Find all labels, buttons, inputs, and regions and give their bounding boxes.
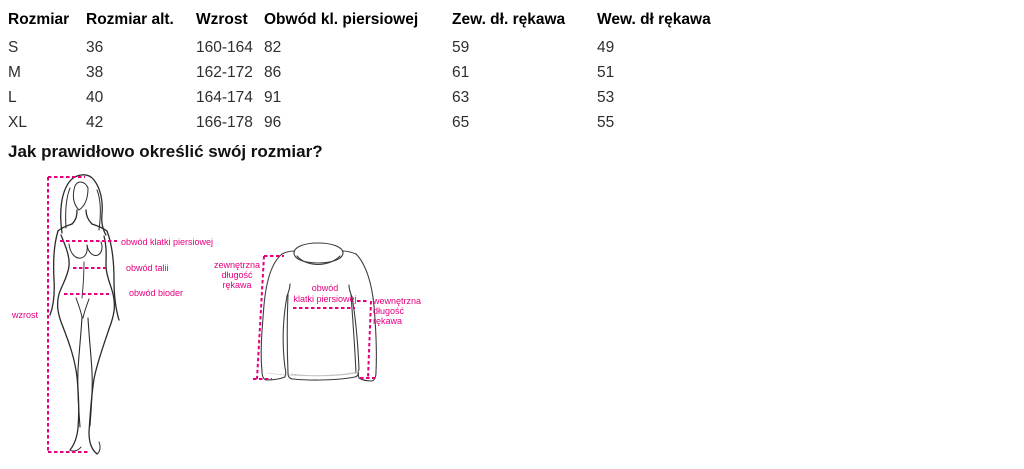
body-height-label: wzrost: [12, 310, 39, 320]
cell-height: 164-174: [196, 88, 253, 106]
cell-height: 160-164: [196, 38, 253, 56]
cell-outer-sleeve: 65: [452, 113, 470, 131]
label-line: długość: [221, 270, 253, 280]
label-line: wewnętrzna: [373, 296, 422, 306]
cell-inner-sleeve: 51: [597, 63, 615, 81]
header-rozmiar: Rozmiar: [8, 10, 70, 28]
cell-chest: 82: [264, 38, 282, 56]
cell-size-alt: 36: [86, 38, 104, 56]
header-rozmiar-alt: Rozmiar alt.: [86, 10, 174, 28]
shirt-outer-sleeve-label: [212, 260, 262, 290]
body-waist-label: obwód talii: [126, 263, 169, 273]
section-heading: Jak prawidłowo określić swój rozmiar?: [8, 142, 323, 161]
header-zew-dl-rekawa: Zew. dł. rękawa: [452, 10, 566, 28]
label-line: rękawa: [373, 316, 403, 326]
header-wew-dl-rekawa: Wew. dł rękawa: [597, 10, 711, 28]
cell-size-alt: 38: [86, 63, 104, 81]
body-hips-label: obwód bioder: [129, 288, 184, 298]
height-measure-line: [48, 177, 88, 452]
cell-outer-sleeve: 59: [452, 38, 470, 56]
cell-size-alt: 42: [86, 113, 104, 131]
cell-inner-sleeve: 49: [597, 38, 615, 56]
cell-outer-sleeve: 63: [452, 88, 470, 106]
cell-chest: 86: [264, 63, 282, 81]
cell-inner-sleeve: 53: [597, 88, 615, 106]
shirt-inner-sleeve-label: [373, 296, 421, 326]
header-wzrost: Wzrost: [196, 10, 248, 28]
shirt-figure-drawing: [261, 243, 376, 381]
cell-chest: 91: [264, 88, 282, 106]
cell-height: 162-172: [196, 63, 253, 81]
cell-size-alt: 40: [86, 88, 104, 106]
cell-size: L: [8, 88, 17, 106]
label-line: zewnętrzna: [213, 260, 261, 270]
body-chest-label: obwód klatki piersiowej: [121, 237, 214, 247]
cell-height: 166-178: [196, 113, 253, 131]
label-line: długość: [373, 306, 405, 316]
shirt-chest-label: [285, 283, 365, 305]
label-line: klatki piersiowej: [293, 294, 357, 304]
cell-chest: 96: [264, 113, 282, 131]
cell-size: XL: [8, 113, 27, 131]
cell-inner-sleeve: 55: [597, 113, 615, 131]
header-obwod-kl-piersiowej: Obwód kl. piersiowej: [264, 10, 419, 28]
cell-outer-sleeve: 61: [452, 63, 470, 81]
label-line: rękawa: [222, 280, 252, 290]
cell-size: M: [8, 63, 21, 81]
body-figure-drawing: [50, 175, 119, 454]
label-line: obwód: [311, 283, 339, 293]
cell-size: S: [8, 38, 19, 56]
